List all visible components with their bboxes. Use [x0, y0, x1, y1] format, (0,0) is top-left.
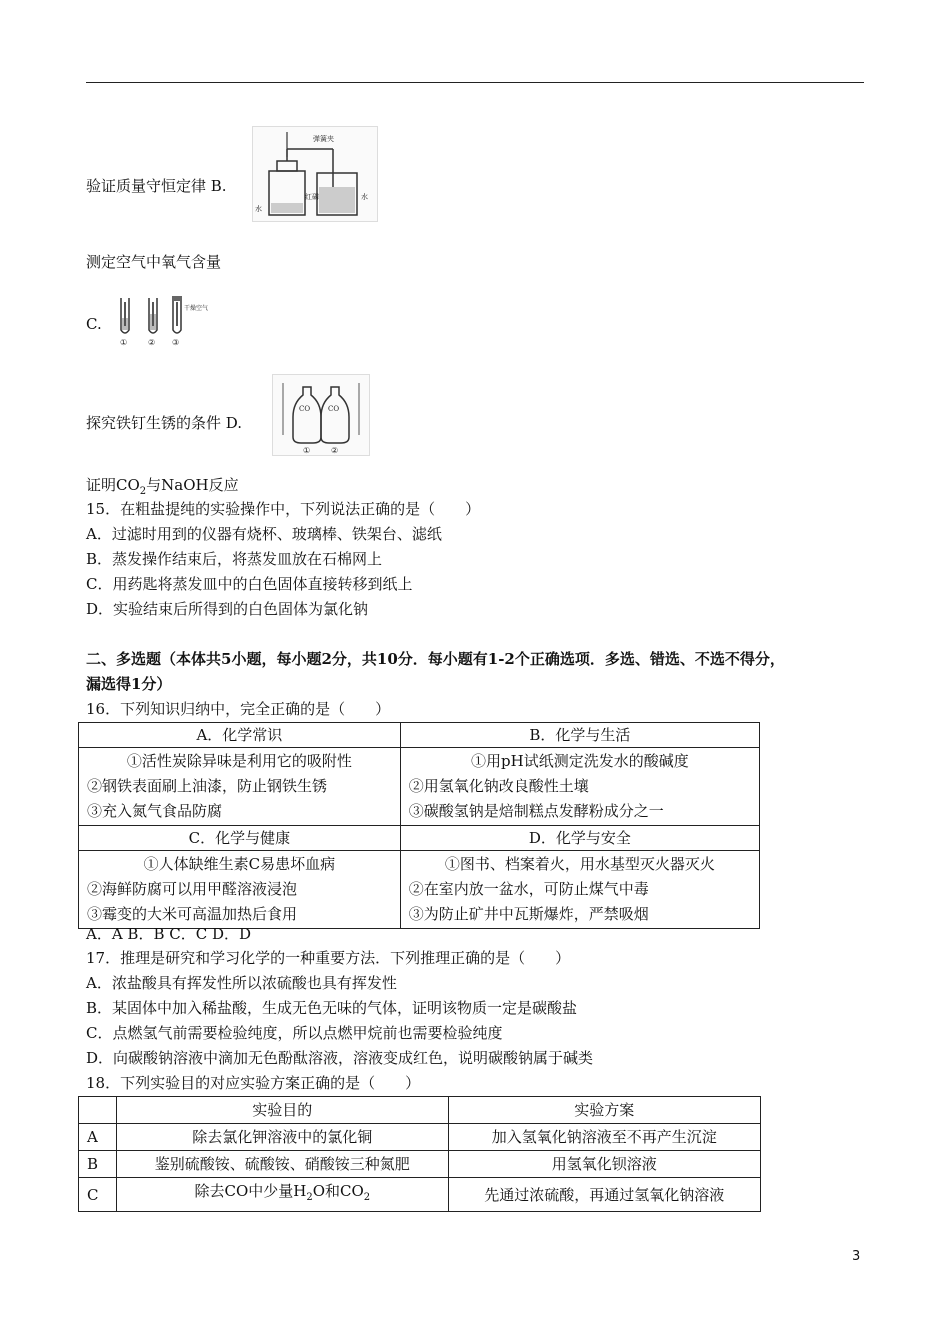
question-17: 17．推理是研究和学习化学的一种重要方法．下列推理正确的是（ ）	[86, 949, 571, 967]
figure-b-label-phosphorus: 红磷	[305, 193, 319, 201]
figure-c-label-1: ①	[120, 338, 128, 347]
figure-b-apparatus	[252, 126, 378, 222]
section-2-heading: 二、多选题（本体共5小题，每小题2分，共10分．每小题有1-2个正确选项．多选、错选、不选不得分，	[86, 650, 785, 668]
figure-b-label-water-left: 水	[255, 205, 262, 213]
question-17-option-d: D．向碳酸钠溶液中滴加无色酚酞溶液，溶液变成红色，说明碳酸钠属于碱类	[86, 1049, 594, 1067]
knowledge-table	[78, 722, 760, 929]
table-row: A 除去氯化钾溶液中的氯化铜 加入氢氧化钠溶液至不再产生沉淀	[79, 1124, 761, 1151]
experiment-table	[78, 1096, 761, 1212]
option-c-line: C.	[86, 315, 102, 333]
table-header-a: A．化学常识	[79, 723, 401, 748]
figure-c-test-tubes	[113, 296, 209, 347]
figure-d-bottles	[272, 374, 370, 456]
section-2-heading-cont: 漏选得1分）	[86, 675, 172, 693]
table-header-d: D．化学与安全	[400, 826, 759, 851]
table-cell-c: ①人体缺维生素C易患坏血病 ②海鲜防腐可以用甲醛溶液浸泡 ③霉变的大米可高温加热后食用	[79, 851, 401, 929]
figure-c-label-3: ③	[172, 338, 180, 347]
question-17-option-b: B．某固体中加入稀盐酸，生成无色无味的气体，证明该物质一定是碳酸盐	[86, 999, 578, 1017]
option-d-description: 证明$CO_2$与NaOH反应	[86, 476, 239, 497]
question-15: 15．在粗盐提纯的实验操作中，下列说法正确的是（ ）	[86, 500, 481, 518]
question-15-option-b: B．蒸发操作结束后，将蒸发皿放在石棉网上	[86, 550, 383, 568]
table-header-c: C．化学与健康	[79, 826, 401, 851]
figure-c-label-2: ②	[148, 338, 156, 347]
figure-b-label-clamp: 弹簧夹	[313, 135, 334, 143]
header-rule	[86, 82, 864, 83]
question-16-options: A．A B．B C．C D．D	[86, 925, 252, 943]
figure-d-label-1: ①	[303, 446, 311, 455]
page-number: 3	[852, 1249, 861, 1264]
figure-d-label-2: ②	[331, 446, 339, 455]
option-b-description: 测定空气中氧气含量	[86, 253, 222, 271]
table-cell-b: ①用pH试纸测定洗发水的酸碱度 ②用氢氧化钠改良酸性土壤 ③碳酸氢钠是焙制糕点发酵粉成分之一	[400, 748, 759, 826]
question-15-option-a: A．过滤时用到的仪器有烧杯、玻璃棒、铁架台、滤纸	[86, 525, 442, 543]
option-b-line: 验证质量守恒定律 B.	[86, 177, 227, 195]
question-18: 18．下列实验目的对应实验方案正确的是（ ）	[86, 1074, 421, 1092]
table-row: C 除去CO中少量$H_2O$和$CO_2$ 先通过浓硫酸，再通过氢氧化钠溶液	[79, 1178, 761, 1212]
experiment-header-goal: 实验目的	[117, 1097, 449, 1124]
question-17-option-a: A．浓盐酸具有挥发性所以浓硫酸也具有挥发性	[86, 974, 397, 992]
question-16: 16．下列知识归纳中，完全正确的是（ ）	[86, 700, 391, 718]
experiment-header-plan: 实验方案	[448, 1097, 760, 1124]
figure-d-label-co2-right: CO	[328, 405, 340, 413]
option-d-line: 探究铁钉生锈的条件 D.	[86, 414, 243, 432]
question-17-option-c: C．点燃氢气前需要检验纯度，所以点燃甲烷前也需要检验纯度	[86, 1024, 503, 1042]
table-header-b: B．化学与生活	[400, 723, 759, 748]
question-15-option-d: D．实验结束后所得到的白色固体为氯化钠	[86, 600, 369, 618]
figure-b-label-water-right: 水	[361, 193, 368, 201]
figure-d-label-co2-left: CO	[299, 405, 311, 413]
table-cell-a: ①活性炭除异味是利用它的吸附性 ②钢铁表面刷上油漆，防止钢铁生锈 ③充入氮气食品防腐	[79, 748, 401, 826]
table-row: B 鉴别硫酸铵、硫酸铵、硝酸铵三种氮肥 用氢氧化钡溶液	[79, 1151, 761, 1178]
figure-c-label-dry-air: 干燥空气	[184, 305, 209, 312]
question-15-option-c: C．用药匙将蒸发皿中的白色固体直接转移到纸上	[86, 575, 413, 593]
table-cell-d: ①图书、档案着火，用水基型灭火器灭火 ②在室内放一盆水，可防止煤气中毒 ③为防止矿井中瓦斯爆炸，严禁吸烟	[400, 851, 759, 929]
